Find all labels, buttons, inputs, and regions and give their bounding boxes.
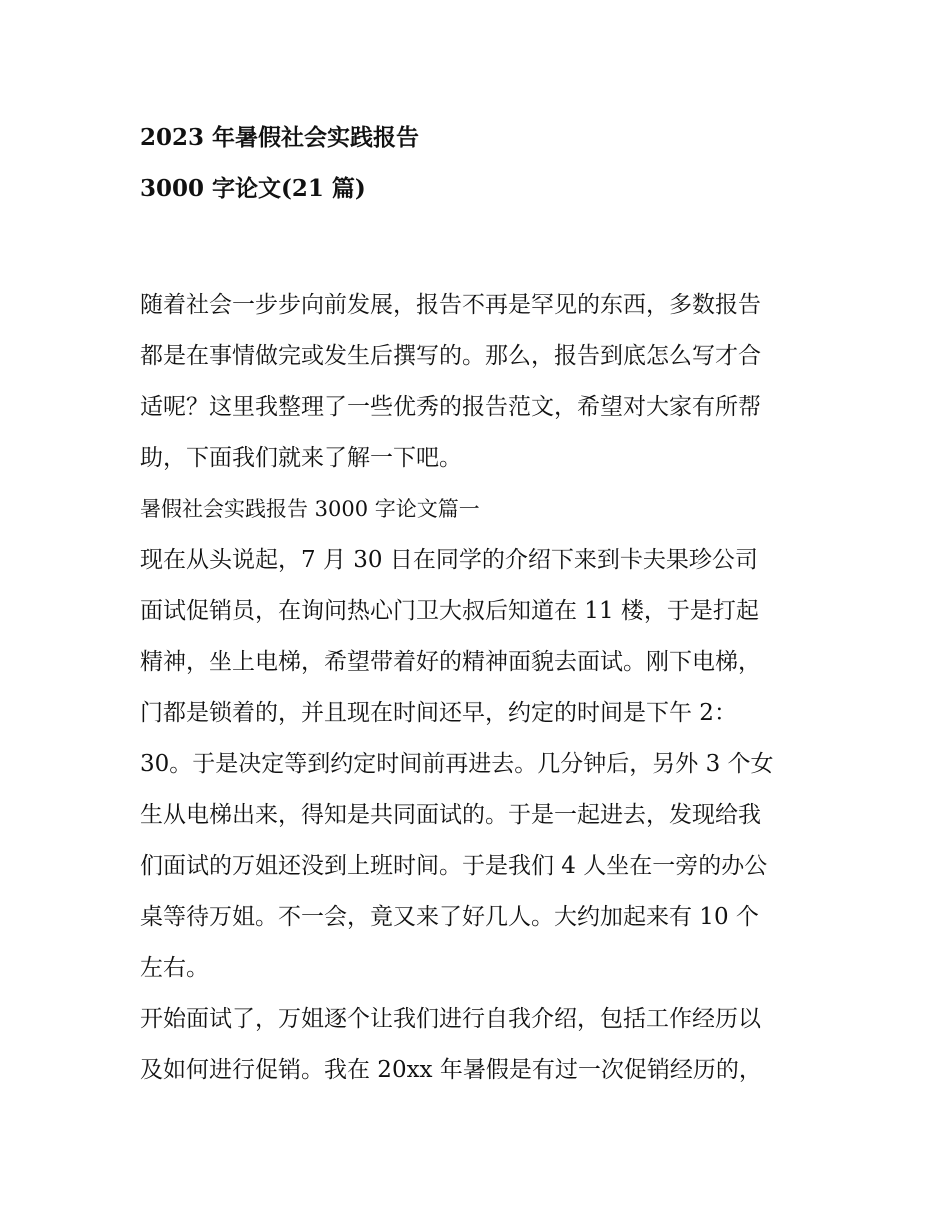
title-line-1: 2023 年暑假社会实践报告 [140,124,420,151]
section-heading: 暑假社会实践报告 3000 字论文篇一 [140,497,480,521]
paragraph-1-line-2: 面试促销员，在询问热心门卫大叔后知道在 11 楼，于是打起 [140,598,759,624]
intro-line-2: 都是在事情做完或发生后撰写的。那么，报告到底怎么写才合 [140,343,761,369]
paragraph-1-line-7: 们面试的万姐还没到上班时间。于是我们 4 人坐在一旁的办公 [140,853,768,879]
intro-line-4: 助，下面我们就来了解一下吧。 [140,445,462,471]
document-title [140,112,820,214]
intro-line-1: 随着社会一步步向前发展，报告不再是罕见的东西，多数报告 [140,292,761,318]
paragraph-1-line-5: 30。于是决定等到约定时间前再进去。几分钟后，另外 3 个女 [140,751,774,777]
paragraph-1-line-8: 桌等待万姐。不一会，竟又来了好几人。大约加起来有 10 个 [140,904,759,930]
paragraph-1 [140,535,820,994]
paragraph-1-line-6: 生从电梯出来，得知是共同面试的。于是一起进去，发现给我 [140,802,761,828]
paragraph-1-line-3: 精神，坐上电梯，希望带着好的精神面貌去面试。刚下电梯， [140,649,761,675]
paragraph-1-line-9: 左右。 [140,955,209,981]
paragraph-2-line-1: 开始面试了，万姐逐个让我们进行自我介绍，包括工作经历以 [140,1006,761,1032]
intro-line-3: 适呢？这里我整理了一些优秀的报告范文，希望对大家有所帮 [140,394,761,420]
paragraph-1-line-1: 现在从头说起，7 月 30 日在同学的介绍下来到卡夫果珍公司 [140,547,758,573]
paragraph-2-line-2: 及如何进行促销。我在 20xx 年暑假是有过一次促销经历的， [140,1057,762,1083]
paragraph-2 [140,994,820,1096]
document-body [140,280,820,1096]
intro-paragraph [140,280,820,484]
paragraph-1-line-4: 门都是锁着的，并且现在时间还早，约定的时间是下午 2： [140,700,737,726]
title-line-2: 3000 字论文(21 篇) [140,175,366,202]
